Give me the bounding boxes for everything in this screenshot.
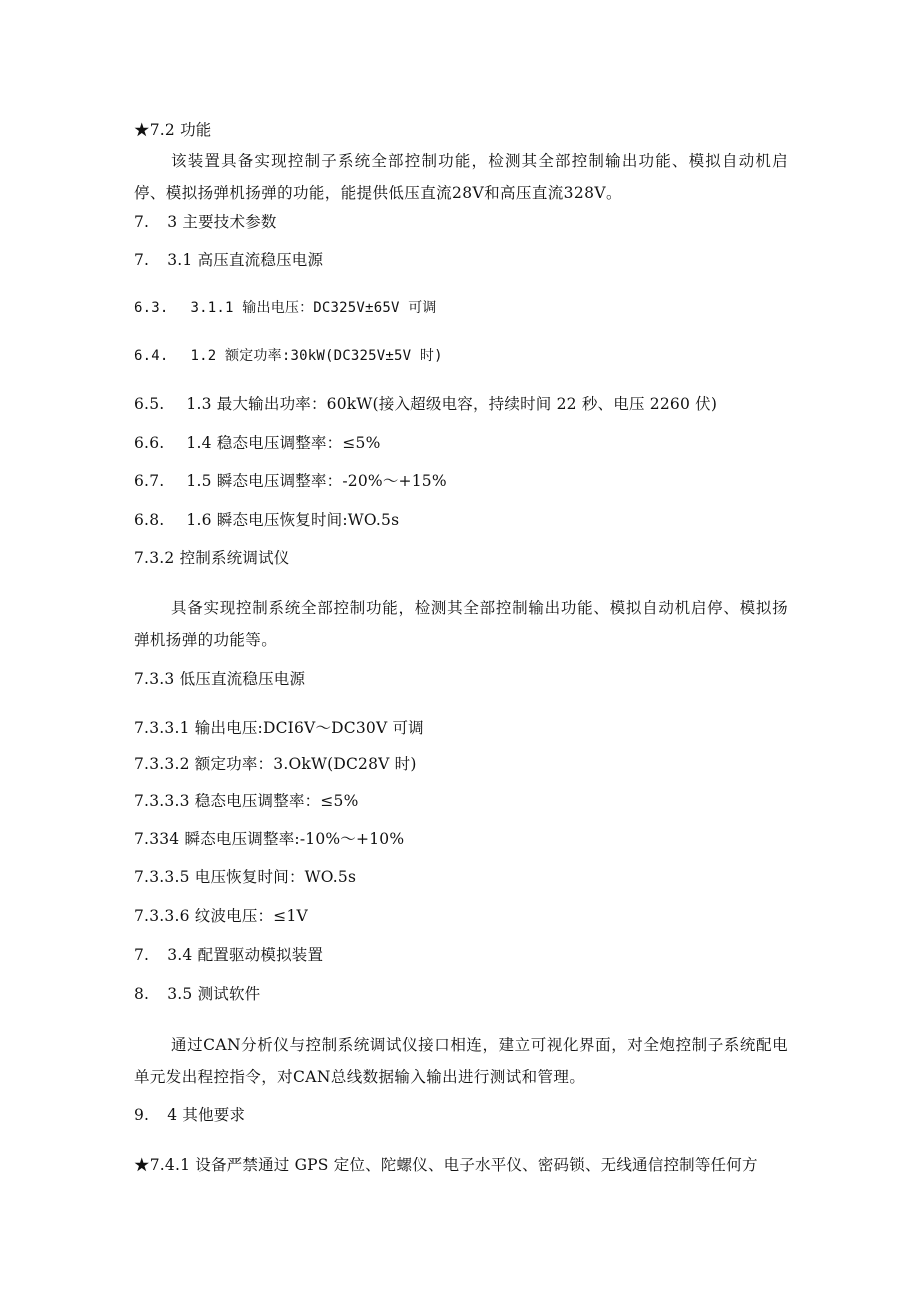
- spec-item: 7.3.3.2 额定功率：3.OkW(DC28V 时): [134, 755, 417, 773]
- section-title: 3.5 测试软件: [167, 985, 261, 1003]
- section-number: 9.: [134, 1106, 150, 1124]
- section-heading-7-3-5: [134, 983, 260, 1005]
- item-number: 6.5.: [134, 395, 165, 413]
- section-heading-7-2: ★7.2 功能: [134, 121, 212, 139]
- section-heading-7-3-2: 7.3.2 控制系统调试仪: [134, 549, 290, 567]
- spec-item: [134, 297, 437, 319]
- spec-item: 7.3.3.6 纹波电压：≤1V: [134, 907, 308, 925]
- section-number: 8.: [134, 985, 150, 1003]
- section-number: 7.: [134, 251, 150, 269]
- section-heading-7-3-3: 7.3.3 低压直流稳压电源: [134, 670, 306, 688]
- item-number: 6.7.: [134, 472, 165, 490]
- spec-item: [134, 509, 399, 531]
- section-number: 7.: [134, 213, 150, 231]
- item-text: 1.2 额定功率:30kW(DC325V±5V 时): [190, 348, 443, 364]
- section-title: 3.4 配置驱动模拟装置: [167, 946, 324, 964]
- item-number: 6.4.: [134, 348, 169, 364]
- item-text: 1.4 稳态电压调整率：≤5%: [186, 434, 381, 452]
- section-heading-7-3-1: [134, 249, 323, 271]
- spec-item: 7.3.3.3 稳态电压调整率：≤5%: [134, 792, 359, 810]
- section-body-7-3-2: 具备实现控制系统全部控制功能，检测其全部控制输出功能、模拟自动机启停、模拟扬弹机扬弹的功能等。: [134, 599, 788, 649]
- section-body-7-2: 该装置具备实现控制子系统全部控制功能，检测其全部控制输出功能、模拟自动机启停、模拟扬弹机扬弹的功能，能提供低压直流28V和高压直流328V。: [134, 152, 788, 202]
- spec-item: [134, 432, 381, 454]
- item-text: 1.6 瞬态电压恢复时间:WO.5s: [186, 511, 400, 529]
- item-number: 6.3.: [134, 300, 169, 316]
- section-title: 3.1 高压直流稳压电源: [167, 251, 324, 269]
- spec-item: [134, 470, 447, 492]
- spec-item: 7.334 瞬态电压调整率:-10%～+10%: [134, 830, 405, 848]
- section-line-7-4-1: ★7.4.1 设备严禁通过 GPS 定位、陀螺仪、电子水平仪、密码锁、无线通信控制等任何方: [134, 1156, 758, 1174]
- spec-item: [134, 393, 717, 415]
- section-title: 4 其他要求: [167, 1106, 246, 1124]
- section-heading-7-4: [134, 1104, 245, 1126]
- spec-item: 7.3.3.5 电压恢复时间：WO.5s: [134, 868, 357, 886]
- item-text: 1.5 瞬态电压调整率：-20%～+15%: [186, 472, 447, 490]
- spec-item: [134, 345, 443, 367]
- item-number: 6.8.: [134, 511, 165, 529]
- section-body-7-3-5: 通过CAN分析仪与控制系统调试仪接口相连，建立可视化界面，对全炮控制子系统配电单元发出程控指令，对CAN总线数据输入输出进行测试和管理。: [134, 1036, 788, 1086]
- section-heading-7-3-4: [134, 944, 323, 966]
- section-number: 7.: [134, 946, 150, 964]
- item-text: 3.1.1 输出电压：DC325V±65V 可调: [190, 300, 437, 316]
- item-number: 6.6.: [134, 434, 165, 452]
- section-title: 3 主要技术参数: [167, 213, 277, 231]
- section-heading-7-3: [134, 211, 277, 233]
- item-text: 1.3 最大输出功率：60kW(接入超级电容，持续时间 22 秒、电压 2260 伏): [186, 395, 718, 413]
- spec-item: 7.3.3.1 输出电压:DCI6V～DC30V 可调: [134, 719, 424, 737]
